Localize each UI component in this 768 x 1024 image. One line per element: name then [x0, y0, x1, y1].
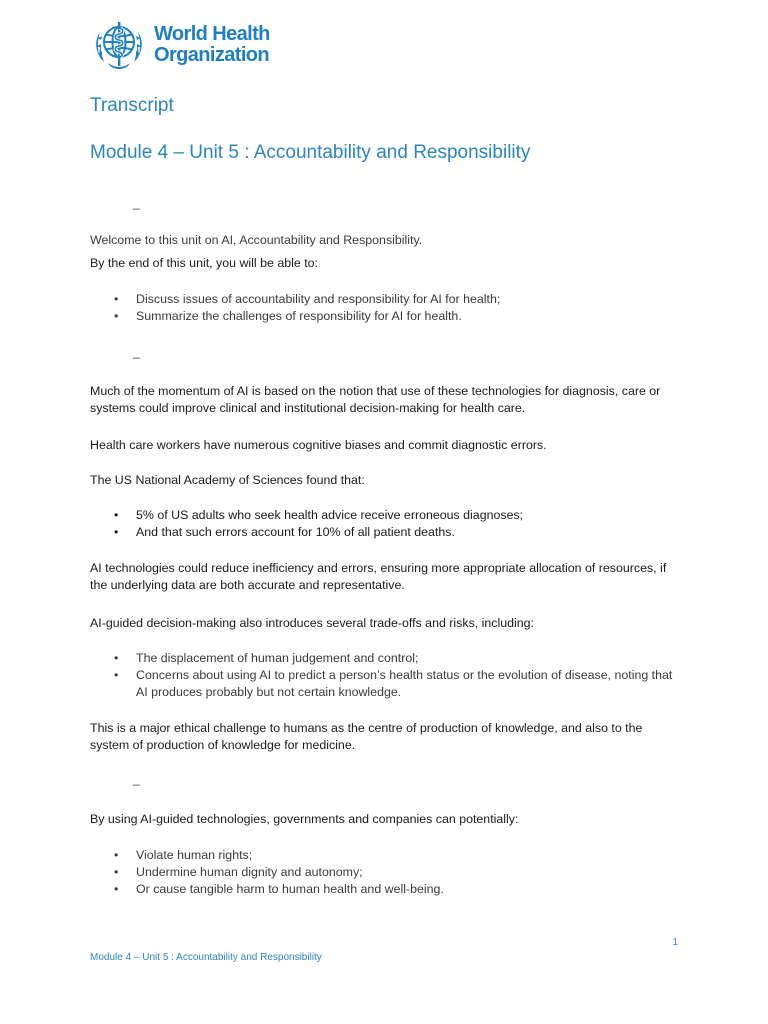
- who-logo: [90, 16, 270, 74]
- list-item: • Violate human rights;: [90, 847, 682, 864]
- list-item: • Summarize the challenges of responsibility for AI for health.: [90, 308, 682, 325]
- module-title: Module 4 – Unit 5 : Accountability and Responsibility: [90, 142, 531, 163]
- section-separator: _: [133, 196, 140, 210]
- objectives-list: [90, 291, 682, 325]
- section-separator: _: [133, 772, 140, 786]
- paragraph-ai-reduce: AI technologies could reduce inefficiency and errors, ensuring more appropriate allocation of resources, if the underlying data are both accurate and representative.: [90, 561, 667, 592]
- welcome-text: Welcome to this unit on AI, Accountability and Responsibility.: [90, 233, 423, 247]
- paragraph-biases: Health care workers have numerous cognitive biases and commit diagnostic errors.: [90, 438, 547, 452]
- list-item: • Concerns about using AI to predict a person’s health status or the evolution of disease, noting that AI produces probably but not certain knowledge.: [90, 667, 682, 701]
- transcript-heading: Transcript: [90, 95, 174, 116]
- paragraph-momentum: Much of the momentum of AI is based on the notion that use of these technologies for diagnosis, care or systems could improve clinical and institutional decision-making for health care.: [90, 384, 661, 415]
- paragraph-tradeoffs: AI-guided decision-making also introduces several trade-offs and risks, including:: [90, 616, 534, 630]
- logo-line-1: World Health: [154, 23, 270, 45]
- list-item: • And that such errors account for 10% of all patient deaths.: [90, 524, 682, 541]
- paragraph-nas: The US National Academy of Sciences found that:: [90, 473, 365, 487]
- paragraph-ethical-challenge: This is a major ethical challenge to humans as the centre of production of knowledge, and also to the system of production of knowledge for medicine.: [90, 721, 643, 752]
- by-end-text: By the end of this unit, you will be able to:: [90, 256, 318, 270]
- logo-wordmark: [154, 24, 270, 66]
- section-separator: _: [133, 345, 140, 359]
- list-item: • Or cause tangible harm to human health and well-being.: [90, 881, 682, 898]
- risks-list: [90, 650, 682, 701]
- footer-running-title: Module 4 – Unit 5 : Accountability and Responsibility: [90, 952, 322, 963]
- list-item: • 5% of US adults who seek health advice receive erroneous diagnoses;: [90, 507, 682, 524]
- who-emblem-icon: [90, 16, 148, 74]
- harms-list: [90, 847, 682, 898]
- list-item: • Undermine human dignity and autonomy;: [90, 864, 682, 881]
- list-item: • The displacement of human judgement and control;: [90, 650, 682, 667]
- paragraph-potential: By using AI-guided technologies, governments and companies can potentially:: [90, 812, 519, 826]
- nas-findings-list: [90, 507, 682, 541]
- logo-line-2: Organization: [154, 44, 270, 66]
- list-item: • Discuss issues of accountability and responsibility for AI for health;: [90, 291, 682, 308]
- page-number: 1: [672, 937, 678, 948]
